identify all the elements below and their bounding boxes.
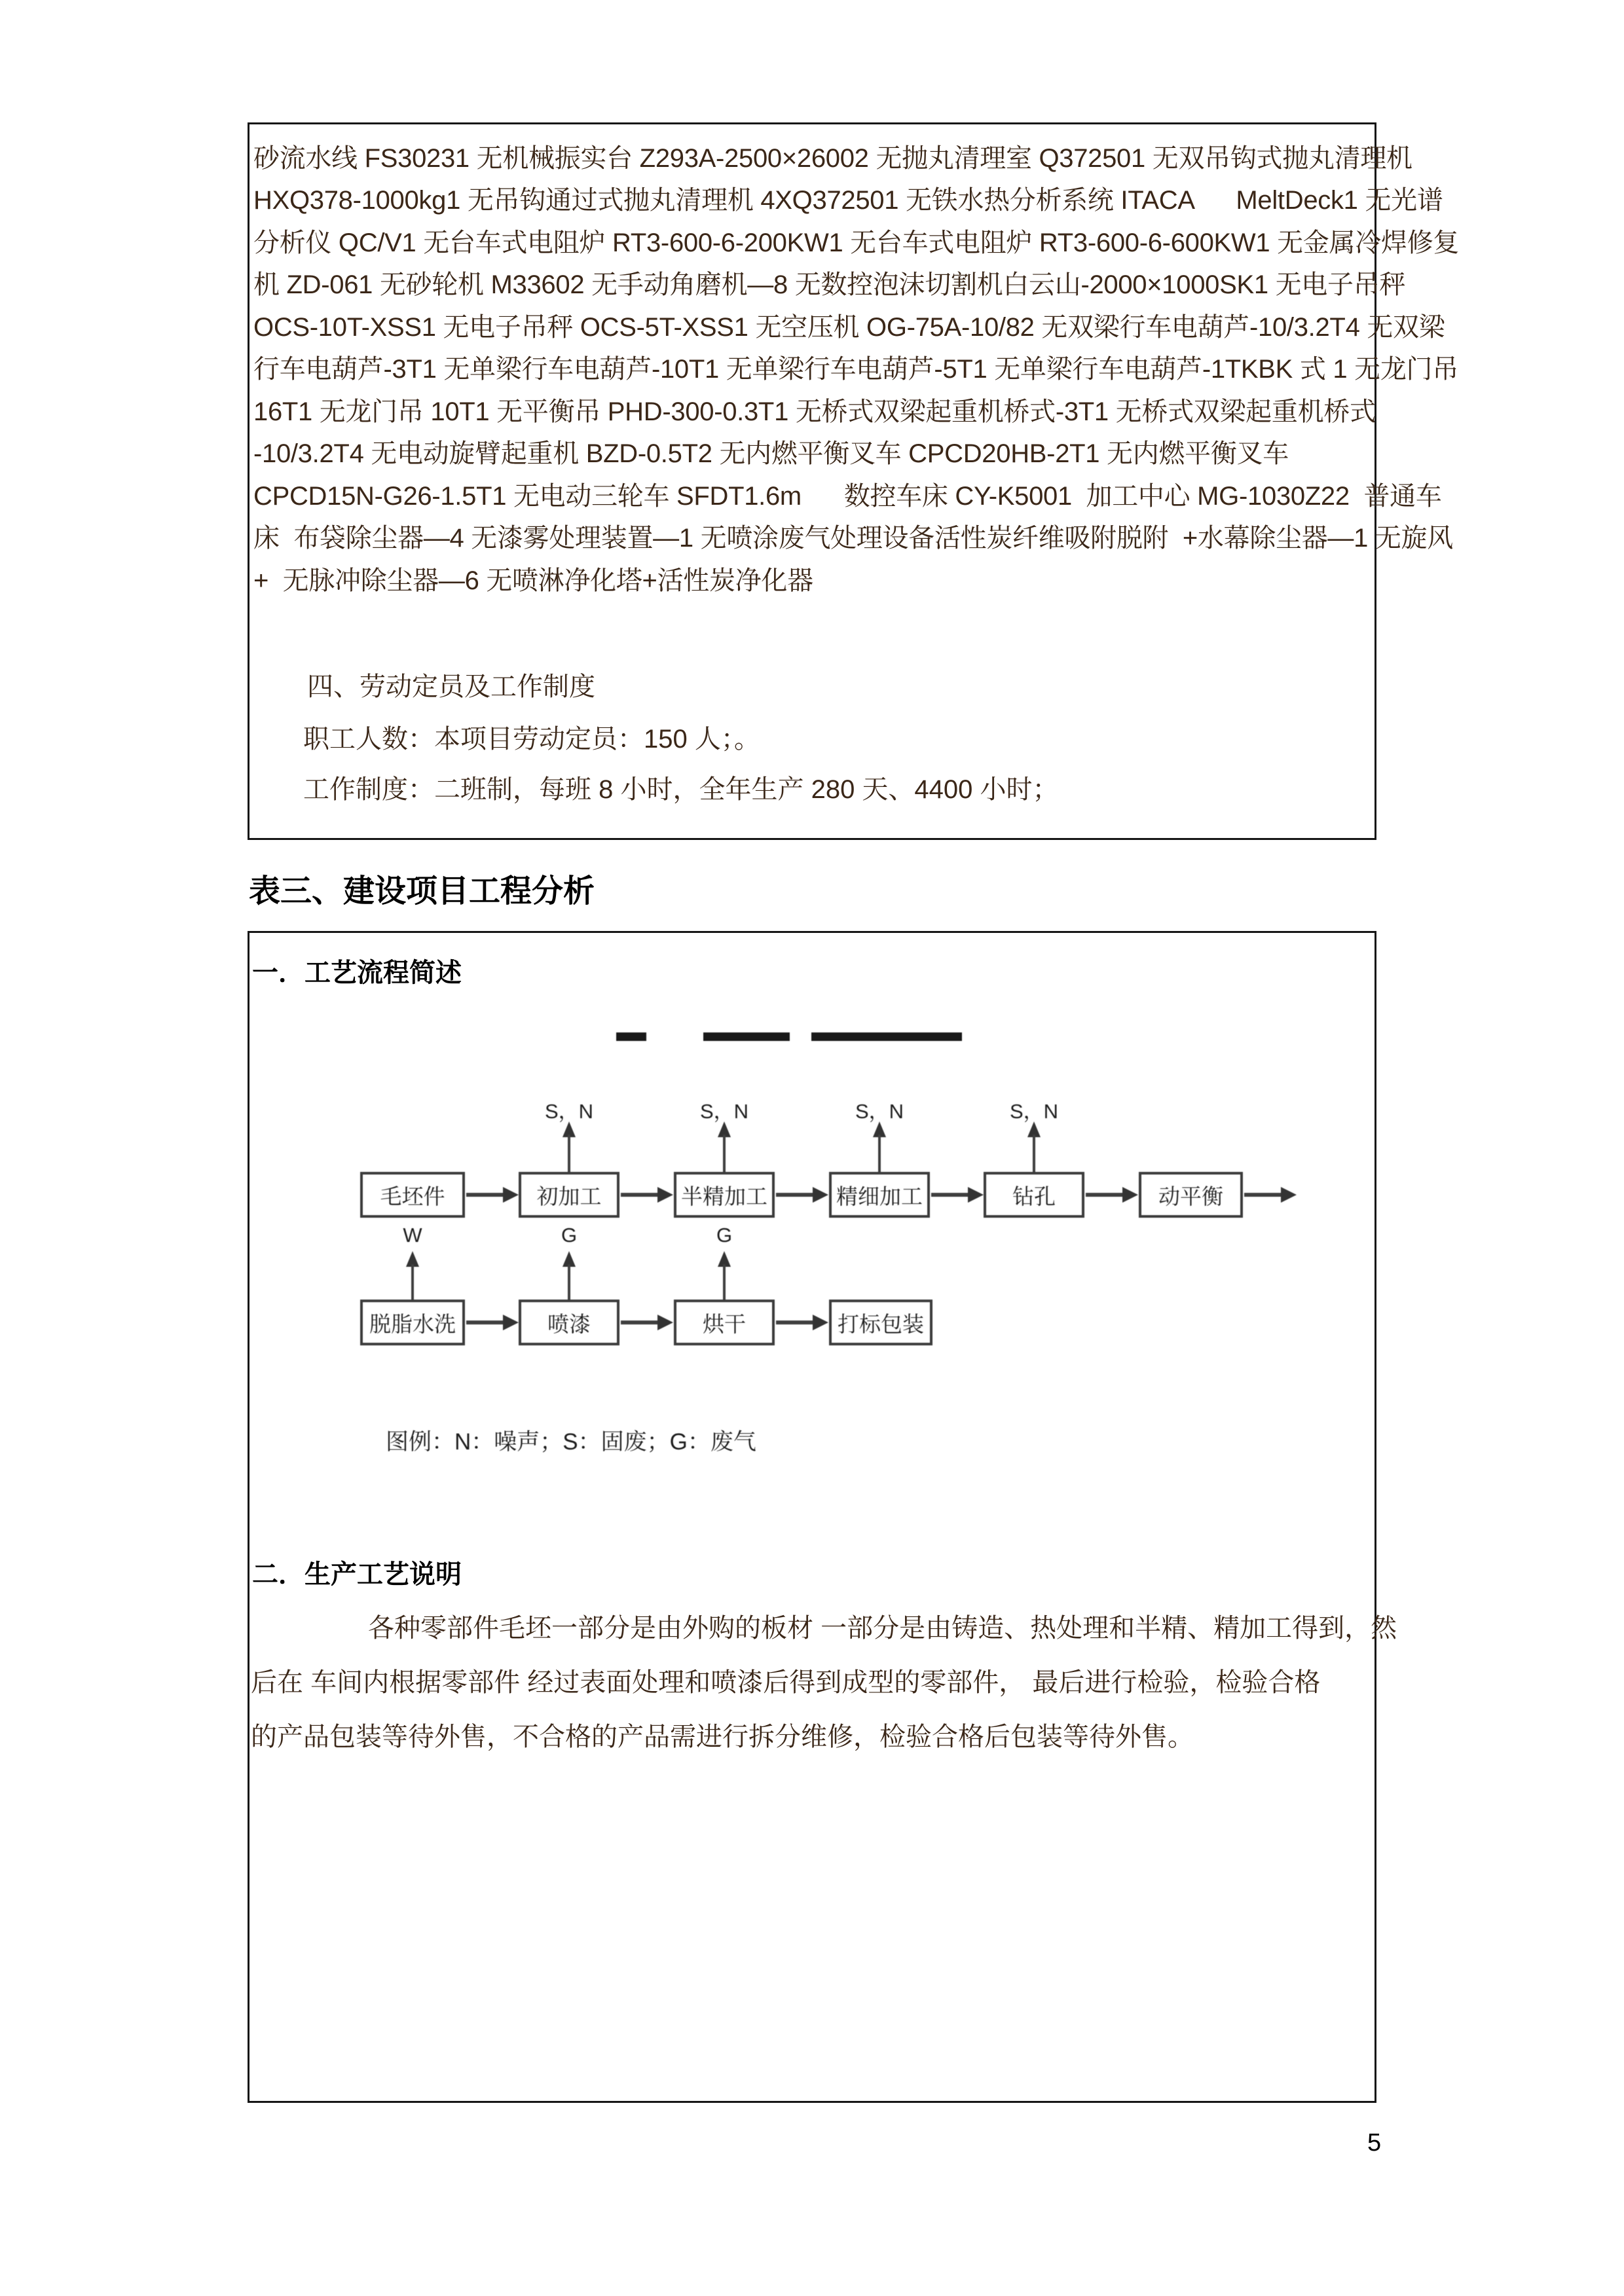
table3-analysis-box [248,931,1397,2103]
right-arrow-icon [503,1187,519,1203]
process-description-line: 的产品包装等待外售，不合格的产品需进行拆分维修，检验合格后包装等待外售。 [251,1722,1194,1751]
process-step-box [1139,1172,1243,1218]
arrow-line [723,1135,726,1173]
equipment-line: -10/3.2T4 无电动旋臂起重机 BZD-0.5T2 无内燃平衡叉车 CPCD20HB-2T1 无内燃平衡叉车 [253,439,1289,468]
process-step-box [829,1172,930,1218]
right-arrow-icon [657,1187,673,1203]
page-number: 5 [1367,2129,1382,2157]
equipment-line: 16T1 无龙门吊 10T1 无平衡吊 PHD-300-0.3T1 无桥式双梁起重机桥式-3T1 无桥式双梁起重机桥式 [253,397,1376,426]
process-description-line: 各种零部件毛坯一部分是由外购的板材 一部分是由铸造、热处理和半精、精加工得到，然 [368,1614,1397,1643]
equipment-line: 床 布袋除尘器—4 无漆雾处理装置—1 无喷涂废气处理设备活性炭纤维吸附脱附 +水幕除尘器—1 无旋风 [253,524,1453,553]
diagram-cropped-title-fragment [811,1032,962,1041]
equipment-line: 砂流水线 FS30231 无机械振实台 Z293A-2500×26002 无抛丸清理室 Q372501 无双吊钩式抛丸清理机 [253,144,1412,173]
arrow-line [776,1321,813,1324]
process-step-box [360,1172,465,1218]
process-step-box [984,1172,1084,1218]
process-step-box [674,1300,775,1345]
emission-label-sn: S，N [699,1100,749,1123]
process-step-label: 精细加工 [836,1184,923,1209]
table2-equipment-box [248,122,1460,840]
equipment-line: CPCD15N-G26-1.5T1 无电动三轮车 SFDT1.6m 数控车床 CY-K5001 加工中心 MG-1030Z22 普通车 [253,482,1442,511]
arrow-line [776,1193,813,1197]
arrow-line [1086,1193,1122,1197]
equipment-line: OCS-10T-XSS1 无电子吊秤 OCS-5T-XSS1 无空压机 OG-75A-10/82 无双梁行车电葫芦-10/3.2T4 无双梁 [253,313,1445,342]
arrow-line [568,1264,570,1300]
arrow-line [466,1193,503,1197]
right-arrow-icon [1281,1187,1297,1203]
process-step-box [674,1172,775,1218]
emission-label-g: G [716,1224,733,1247]
right-arrow-icon [813,1187,828,1203]
arrow-line [568,1135,570,1173]
right-arrow-icon [968,1187,984,1203]
right-arrow-icon [1122,1187,1138,1203]
process-step-label: 喷漆 [547,1311,591,1336]
section4-schedule-line: 工作制度：二班制，每班 8 小时，全年生产 280 天、4400 小时； [303,775,1059,804]
table3-heading: 表三、建设项目工程分析 [249,874,595,909]
process-flow-title: 一．工艺流程简述 [252,958,462,987]
emission-label-sn: S，N [544,1100,594,1123]
process-description-title: 二．生产工艺说明 [252,1560,462,1589]
process-step-label: 毛坯件 [380,1184,445,1209]
process-step-label: 烘干 [703,1311,746,1336]
equipment-line: 分析仪 QC/V1 无台车式电阻炉 RT3-600-6-200KW1 无台车式电阻炉 RT3-600-6-600KW1 无金属冷焊修复 [253,228,1460,257]
equipment-line: + 无脉冲除尘器—6 无喷淋净化塔+活性炭净化器 [253,566,813,595]
right-arrow-icon [813,1315,828,1330]
process-step-box [829,1300,932,1345]
process-step-label: 打标包装 [838,1311,924,1336]
arrow-line [931,1193,968,1197]
process-step-label: 初加工 [536,1184,602,1209]
process-step-box [360,1300,465,1345]
arrow-line [621,1193,657,1197]
process-flow-diagram [249,933,1375,2101]
process-step-label: 脱脂水洗 [369,1311,456,1336]
arrow-line [1033,1135,1035,1173]
right-arrow-icon [657,1315,673,1330]
diagram-cropped-title-fragment [703,1032,790,1041]
arrow-line [411,1264,414,1300]
arrow-line [466,1321,503,1324]
process-step-label: 动平衡 [1158,1184,1223,1209]
process-step-box [519,1300,619,1345]
equipment-line: HXQ378-1000kg1 无吊钩通过式抛丸清理机 4XQ372501 无铁水热分析系统 ITACA MeltDeck1 无光谱 [253,186,1443,215]
emission-label-sn: S，N [855,1100,904,1123]
process-step-label: 半精加工 [681,1184,767,1209]
right-arrow-icon [503,1315,519,1330]
emission-label-sn: S，N [1009,1100,1059,1123]
emission-label-g: G [561,1224,578,1247]
process-description-line: 后在 车间内根据零部件 经过表面处理和喷漆后得到成型的零部件， 最后进行检验，检验合格 [251,1668,1321,1697]
arrow-line [1244,1193,1281,1197]
diagram-cropped-title-fragment [616,1032,646,1041]
section4-title: 四、劳动定员及工作制度 [307,672,595,701]
section4-staff-line: 职工人数：本项目劳动定员：150 人；。 [303,725,760,754]
arrow-line [878,1135,881,1173]
arrow-line [621,1321,657,1324]
diagram-legend: 图例：N：噪声；S：固废；G：废气 [386,1429,756,1455]
process-step-box [519,1172,619,1218]
arrow-line [723,1264,726,1300]
equipment-line: 行车电葫芦-3T1 无单梁行车电葫芦-10T1 无单梁行车电葫芦-5T1 无单梁行车电葫芦-1TKBK 式 1 无龙门吊 [253,355,1458,384]
process-step-label: 钻孔 [1012,1184,1056,1209]
emission-label-w: W [403,1224,422,1247]
equipment-line: 机 ZD-061 无砂轮机 M33602 无手动角磨机—8 无数控泡沫切割机白云山-2000×1000SK1 无电子吊秤 [253,270,1406,299]
